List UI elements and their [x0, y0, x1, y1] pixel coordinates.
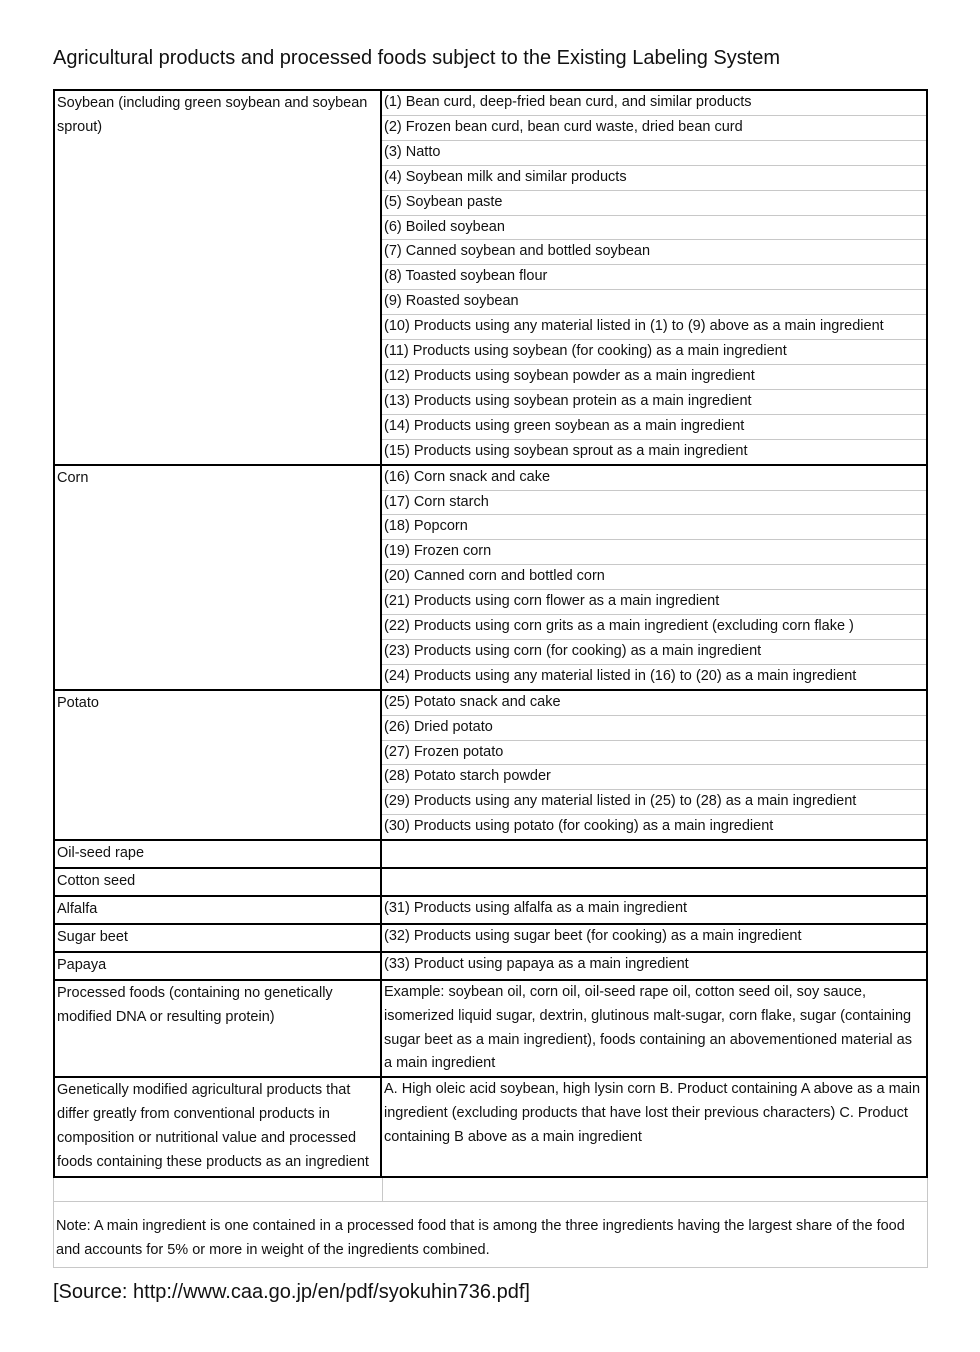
list-item — [382, 869, 926, 893]
list-item: (25) Potato snack and cake — [382, 691, 926, 716]
page-title: Agricultural products and processed foods subject to the Existing Labeling System — [53, 47, 781, 69]
list-item: (23) Products using corn (for cooking) as a main ingredient — [382, 640, 926, 665]
list-item: (9) Roasted soybean — [382, 290, 926, 315]
list-item: A. High oleic acid soybean, high lysin corn B. Product containing A above as a main ingredient (excluding products that have lost their previous characters) C. Product containing B above as a main ingredient — [384, 1081, 921, 1146]
product-items — [382, 953, 926, 979]
list-item: (17) Corn starch — [382, 491, 926, 516]
product-category: Corn — [55, 466, 382, 689]
list-item: (13) Products using soybean protein as a main ingredient — [382, 390, 926, 415]
table-group — [53, 89, 928, 466]
labeling-table — [53, 91, 928, 1268]
product-items — [382, 91, 926, 464]
list-item: (29) Products using any material listed in (25) to (28) as a main ingredient — [382, 790, 926, 815]
table-group — [53, 979, 928, 1079]
list-item: (18) Popcorn — [382, 515, 926, 540]
list-item: (8) Toasted soybean flour — [382, 265, 926, 290]
product-items — [382, 691, 926, 839]
product-category: Processed foods (containing no genetically modified DNA or resulting protein) — [55, 981, 382, 1077]
list-item: Example: soybean oil, corn oil, oil-seed rape oil, cotton seed oil, soy sauce, isomerized liquid sugar, dextrin, glutinous malt-sugar, corn flake, sugar (containing sugar beet as a main ingredient), foods containing an abovementioned material as a main ingredient — [384, 983, 912, 1072]
table-group — [53, 1076, 928, 1178]
list-item: (24) Products using any material listed in (16) to (20) as a main ingredient — [384, 667, 857, 684]
product-items — [382, 981, 926, 1077]
list-item: (30) Products using potato (for cooking) as a main ingredient — [384, 818, 774, 835]
product-category: Soybean (including green soybean and soybean sprout) — [55, 91, 382, 464]
table-group — [53, 464, 928, 691]
list-item: (33) Product using papaya as a main ingredient — [384, 955, 689, 972]
product-items — [382, 1078, 926, 1176]
product-items — [382, 466, 926, 689]
empty-cell — [54, 1178, 383, 1201]
list-item: (2) Frozen bean curd, bean curd waste, dried bean curd — [382, 116, 926, 141]
table-note: Note: A main ingredient is one contained in a processed food that is among the three ingredients having the largest share of the food and accounts for 5% or more in weight of the ingredients combined. — [53, 1202, 928, 1268]
table-groups — [53, 89, 928, 1178]
product-items — [382, 869, 926, 895]
table-group — [53, 895, 928, 925]
table-group — [53, 839, 928, 869]
product-category: Cotton seed — [55, 869, 382, 895]
list-item: (1) Bean curd, deep-fried bean curd, and similar products — [382, 91, 926, 116]
product-items — [382, 897, 926, 923]
list-item: (11) Products using soybean (for cooking) as a main ingredient — [382, 340, 926, 365]
product-category: Sugar beet — [55, 925, 382, 951]
list-item: (16) Corn snack and cake — [382, 466, 926, 491]
source-citation: [Source: http://www.caa.go.jp/en/pdf/syokuhin736.pdf] — [53, 1281, 530, 1303]
list-item: (5) Soybean paste — [382, 191, 926, 216]
list-item: (12) Products using soybean powder as a main ingredient — [382, 365, 926, 390]
product-items — [382, 925, 926, 951]
list-item: (31) Products using alfalfa as a main ingredient — [384, 900, 688, 916]
list-item: (22) Products using corn grits as a main ingredient (excluding corn flake ) — [382, 615, 926, 640]
table-group — [53, 951, 928, 981]
table-group — [53, 923, 928, 953]
table-group — [53, 689, 928, 841]
empty-row — [53, 1178, 928, 1202]
list-item: (4) Soybean milk and similar products — [382, 166, 926, 191]
product-items — [382, 841, 926, 867]
product-category: Oil-seed rape — [55, 841, 382, 867]
product-category: Potato — [55, 691, 382, 839]
list-item: (19) Frozen corn — [382, 540, 926, 565]
list-item: (10) Products using any material listed in (1) to (9) above as a main ingredient — [382, 315, 926, 340]
list-item: (3) Natto — [382, 141, 926, 166]
list-item: (27) Frozen potato — [382, 741, 926, 766]
list-item: (7) Canned soybean and bottled soybean — [382, 240, 926, 265]
list-item: (6) Boiled soybean — [382, 216, 926, 241]
product-category: Alfalfa — [55, 897, 382, 923]
product-category: Genetically modified agricultural products that differ greatly from conventional products in composition or nutritional value and processed foods containing these products as an ingredient — [55, 1078, 382, 1176]
list-item: (20) Canned corn and bottled corn — [382, 565, 926, 590]
product-category: Papaya — [55, 953, 382, 979]
list-item: (21) Products using corn flower as a main ingredient — [382, 590, 926, 615]
list-item — [382, 841, 926, 865]
list-item: (15) Products using soybean sprout as a main ingredient — [384, 442, 748, 459]
list-item: (32) Products using sugar beet (for cooking) as a main ingredient — [384, 927, 802, 944]
list-item: (14) Products using green soybean as a main ingredient — [382, 415, 926, 440]
list-item: (28) Potato starch powder — [382, 765, 926, 790]
list-item: (26) Dried potato — [382, 716, 926, 741]
table-group — [53, 867, 928, 897]
